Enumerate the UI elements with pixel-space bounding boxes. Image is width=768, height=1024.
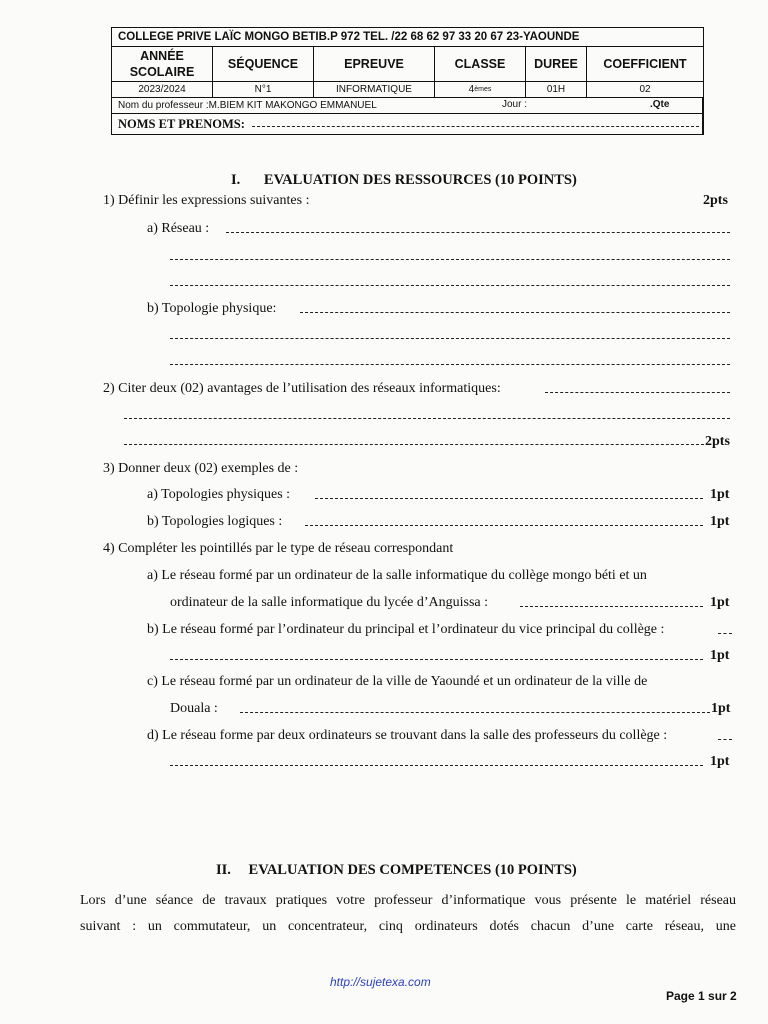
qte-label: .Qte xyxy=(650,99,670,110)
answer-line[interactable] xyxy=(240,712,710,713)
q2-points: 2pts xyxy=(705,434,730,449)
q4b-line1: b) Le réseau formé par l’ordinateur du principal et l’ordinateur du vice principal du collège : xyxy=(147,622,665,637)
school-line: COLLEGE PRIVE LAÏC MONGO BETIB.P 972 TEL. /22 68 62 97 33 20 67 23-YAOUNDE xyxy=(118,31,580,43)
classe-base: 4 xyxy=(468,84,475,95)
val-duree: 01H xyxy=(526,82,587,97)
q4c-points: 1pt xyxy=(711,701,731,716)
answer-line[interactable] xyxy=(545,392,730,393)
q3-text: 3) Donner deux (02) exemples de : xyxy=(103,461,299,476)
answer-line[interactable] xyxy=(300,312,730,313)
answer-line[interactable] xyxy=(170,659,703,660)
col-coefficient: COEFFICIENT xyxy=(603,57,687,71)
col-epreuve: EPREUVE xyxy=(314,47,435,81)
answer-line[interactable] xyxy=(718,739,732,740)
answer-line[interactable] xyxy=(170,285,730,286)
section-2-paragraph-line-2: suivant : un commutateur, un concentrateur, cinq ordinateurs dotés chacun d’une carte réseau, une xyxy=(80,919,736,934)
section-2-num: II. xyxy=(216,862,231,878)
answer-line[interactable] xyxy=(718,633,732,634)
q4-text: 4) Compléter les pointillés par le type de réseau correspondant xyxy=(103,541,454,556)
q4d-points: 1pt xyxy=(710,754,730,769)
val-coefficient: 02 xyxy=(639,84,651,95)
q4b-points: 1pt xyxy=(710,648,730,663)
col-sequence: SÉQUENCE xyxy=(213,47,314,81)
answer-line[interactable] xyxy=(170,338,730,339)
q4d-line1: d) Le réseau forme par deux ordinateurs se trouvant dans la salle des professeurs du collège : xyxy=(147,728,668,743)
q4a-line1: a) Le réseau formé par un ordinateur de la salle informatique du collège mongo béti et un xyxy=(147,568,647,583)
page-number: Page 1 sur 2 xyxy=(666,989,737,1003)
q4c-line1: c) Le réseau formé par un ordinateur de la ville de Yaoundé et un ordinateur de la ville de xyxy=(147,674,648,689)
classe-sup: èmes xyxy=(474,86,492,93)
teacher-label: Nom du professeur :M.BIEM KIT MAKONGO EMMANUEL xyxy=(112,98,703,113)
answer-line[interactable] xyxy=(520,606,703,607)
q1-points: 2pts xyxy=(703,193,728,208)
q1-text: 1) Définir les expressions suivantes : xyxy=(103,193,310,208)
q2-text: 2) Citer deux (02) avantages de l’utilisation des réseaux informatiques: xyxy=(103,381,501,396)
q1b-text: b) Topologie physique: xyxy=(147,301,277,316)
q4a-points: 1pt xyxy=(710,595,730,610)
q3b-text: b) Topologies logiques : xyxy=(147,514,283,529)
section-1-title: EVALUATION DES RESSOURCES (10 POINTS) xyxy=(263,172,577,188)
answer-line[interactable] xyxy=(170,765,703,766)
names-label: NOMS ET PRENOMS: xyxy=(112,114,703,134)
val-sequence: N°1 xyxy=(213,82,314,97)
answer-line[interactable] xyxy=(305,525,703,526)
section-1-num: I. xyxy=(231,172,241,188)
q4c-line2: Douala : xyxy=(170,701,218,716)
q3a-points: 1pt xyxy=(710,487,730,502)
header-table xyxy=(111,27,704,135)
section-2-title: EVALUATION DES COMPETENCES (10 POINTS) xyxy=(248,862,577,878)
names-dots xyxy=(252,126,699,127)
q1a-text: a) Réseau : xyxy=(147,221,210,236)
jour-label: Jour : xyxy=(502,99,528,110)
answer-line[interactable] xyxy=(315,498,703,499)
col-classe: CLASSE xyxy=(435,47,526,81)
val-annee: 2023/2024 xyxy=(112,82,213,97)
section-2-paragraph-line-1: Lors d’une séance de travaux pratiques votre professeur d’informatique vous présente le matériel réseau xyxy=(80,893,736,908)
section-2-heading xyxy=(216,862,577,879)
section-1-heading xyxy=(231,172,577,189)
val-epreuve: INFORMATIQUE xyxy=(314,82,435,97)
answer-line[interactable] xyxy=(226,232,730,233)
q3b-points: 1pt xyxy=(710,514,730,529)
answer-line[interactable] xyxy=(170,364,730,365)
q4a-line2: ordinateur de la salle informatique du lycée d’Anguissa : xyxy=(170,595,489,610)
answer-line[interactable] xyxy=(124,418,730,419)
val-classe xyxy=(435,82,526,97)
footer-url-link[interactable]: http://sujetexa.com xyxy=(330,975,431,989)
col-annee: ANNÉE SCOLAIRE xyxy=(112,47,213,81)
answer-line[interactable] xyxy=(170,259,730,260)
col-duree: DUREE xyxy=(526,47,587,81)
answer-line[interactable] xyxy=(124,444,704,445)
q3a-text: a) Topologies physiques : xyxy=(147,487,291,502)
